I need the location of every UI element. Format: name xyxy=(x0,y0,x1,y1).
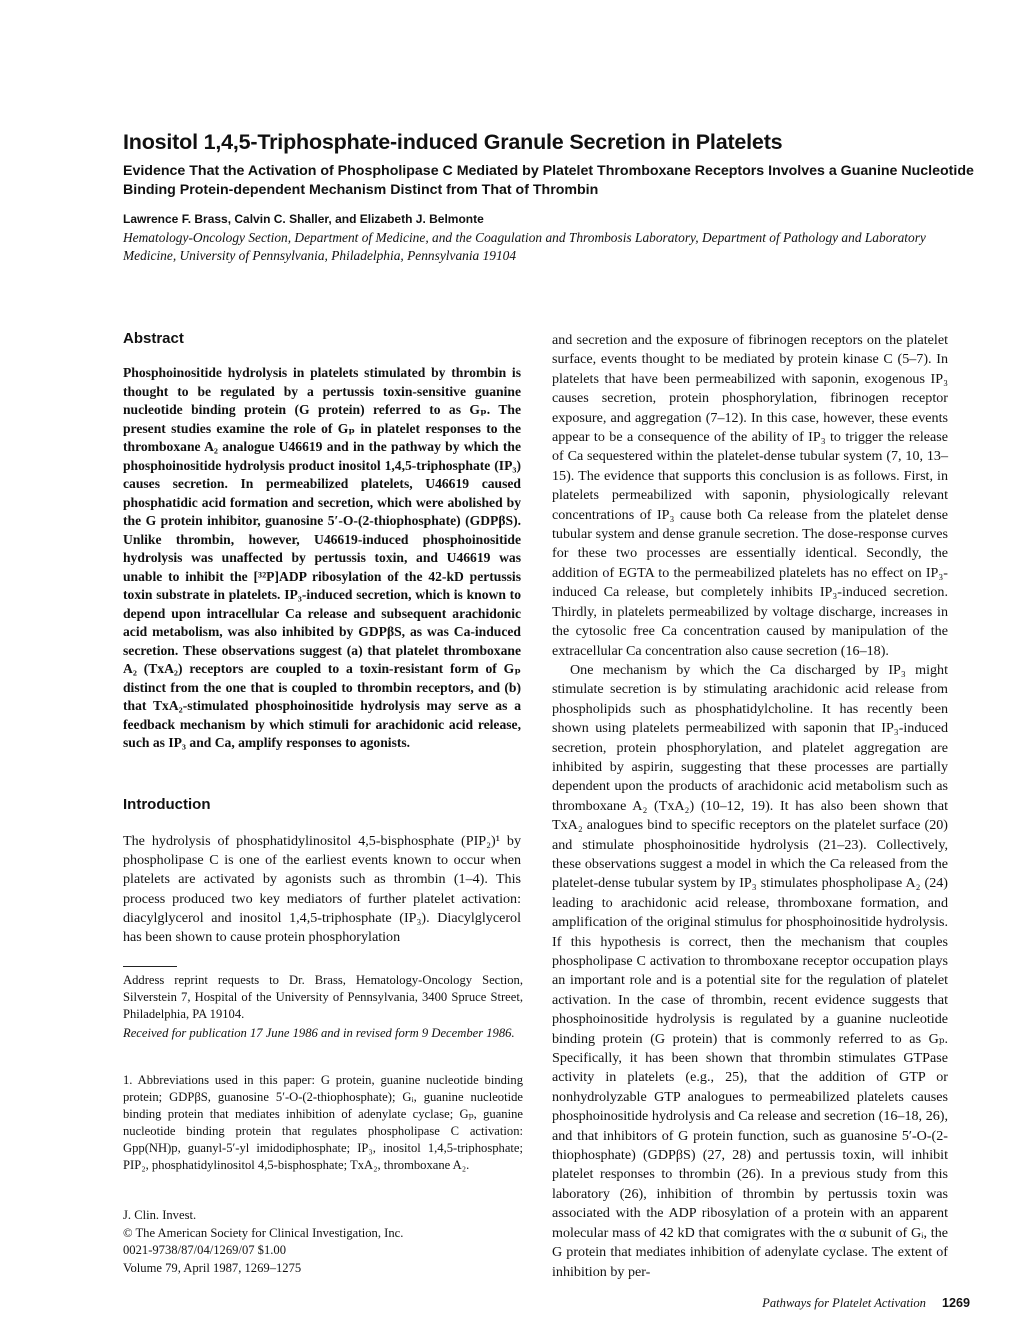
article-code: 0021-9738/87/04/1269/07 $1.00 xyxy=(123,1243,287,1257)
journal-info xyxy=(123,1207,523,1277)
author-affiliation: Hematology-Oncology Section, Department of Medicine, and the Coagulation and Thrombosis Laboratory, Department of Pathology and Laboratory Medicine, University of Pennsylvania, Philadelphia, Pennsylvania 19104 xyxy=(123,230,926,263)
running-title: Pathways for Platelet Activation xyxy=(762,1296,926,1310)
article-subtitle: Evidence That the Activation of Phospholipase C Mediated by Platelet Thromboxane Receptors Involves a Guanine Nucleotide Binding Protein-dependent Mechanism Distinct from That of Thrombin xyxy=(123,163,974,198)
introduction-body: The hydrolysis of phosphatidylinositol 4,5-bisphosphate (PIP₂)¹ by phospholipase C is one of the earliest events known to occur when platelets are activated by agonists such as thrombin (1–4). This process produced two key mediators of further platelet activation: diacylglycerol and inositol 1,4,5-triphosphate (IP₃). Diacylglycerol has been shown to cause protein phosphorylation xyxy=(123,833,521,946)
body-paragraph: and secretion and the exposure of fibrinogen receptors on the platelet surface, events thought to be mediated by protein kinase C (5–7). In platelets that have been permeabilized with saponin, exogenous IP₃ causes secretion, protein phosphorylation, fibrinogen receptor exposure, and aggregation (7–12). In this case, however, these events appear to be a consequence of the ability of IP₃ to trigger the release of Ca sequestered within the platelet-dense tubular system (7, 10, 13–15). The evidence that supports this conclusion is as follows. First, in platelets permeabilized with saponin, physiologically relevant concentrations of IP₃ cause both Ca release from the platelet dense tubular system and dense granule secretion. The dose-response curves for these two processes are essentially identical. Secondly, the addition of EGTA to the permeabilized platelets has no effect on IP₃-induced Ca release, but completely inhibits IP₃-induced secretion. Thirdly, in platelets permeabilized by voltage discharge, increases in the cytosolic free Ca concentration caused by manipulation of the extracellular Ca concentration also cause secretion (16–18). xyxy=(552,332,948,659)
reprint-address-note: Address reprint requests to Dr. Brass, Hematology-Oncology Section, Silverstein 7, Hospital of the University of Pennsylvania, 3400 Spruce Street, Philadelphia, PA 19104. xyxy=(123,973,523,1021)
author-list: Lawrence F. Brass, Calvin C. Shaller, and Elizabeth J. Belmonte xyxy=(123,212,484,226)
page-number: 1269 xyxy=(941,1296,970,1310)
introduction-heading: Introduction xyxy=(123,796,211,813)
copyright-line: © The American Society for Clinical Investigation, Inc. xyxy=(123,1225,404,1240)
page-footer xyxy=(700,1296,970,1311)
journal-name: J. Clin. Invest. xyxy=(123,1208,197,1222)
footnote-divider xyxy=(123,966,177,967)
abbreviations-footnote: 1. Abbreviations used in this paper: G protein, guanine nucleotide binding protein; GDPβS, guanosine 5′-O-(2-thiophosphate); Gᵢ, guanine nucleotide binding protein that mediates inhibition of adenylate cyclase; Gₚ, guanine nucleotide binding protein that regulates phospholipase C activation: Gpp(NH)p, guanyl-5′-yl imidodiphosphate; IP₃, inositol 1,4,5-triphosphate; PIP₂, phosphatidylinositol 4,5-bisphosphate; TxA₂, thromboxane A₂. xyxy=(123,1073,523,1172)
received-date-note: Received for publication 17 June 1986 and in revised form 9 December 1986. xyxy=(123,1026,515,1040)
article-title: Inositol 1,4,5-Triphosphate-induced Granule Secretion in Platelets xyxy=(123,130,783,154)
abstract-body: Phosphoinositide hydrolysis in platelets stimulated by thrombin is thought to be regulated by a pertussis toxin-sensitive guanine nucleotide binding protein (G protein) referred to as Gₚ. The present studies examine the role of Gₚ in platelet responses to the thromboxane A₂ analogue U46619 and in the pathway by which the phosphoinositide hydrolysis product inositol 1,4,5-triphosphate (IP₃) causes secretion. In permeabilized platelets, U46619 caused phosphatidic acid formation and secretion, which were abolished by the G protein inhibitor, guanosine 5′-O-(2-thiophosphate) (GDPβS). Unlike thrombin, however, U46619-induced phosphoinositide hydrolysis was unaffected by pertussis toxin, and U46619 was unable to inhibit the [³²P]ADP ribosylation of the 42-kD pertussis toxin substrate in platelets. IP₃-induced secretion, which is known to depend upon intracellular Ca release and subsequent arachidonic acid metabolism, was also inhibited by GDPβS, as was Ca-induced secretion. These observations suggest (a) that platelet thromboxane A₂ (TxA₂) receptors are coupled to a toxin-resistant form of Gₚ distinct from the one that is coupled to thrombin receptors, and (b) that TxA₂-stimulated phosphoinositide hydrolysis may serve as a feedback mechanism by which stimuli for arachidonic acid release, such as IP₃ and Ca, amplify responses to agonists. xyxy=(123,365,521,750)
right-column-text xyxy=(552,331,948,1282)
volume-line: Volume 79, April 1987, 1269–1275 xyxy=(123,1260,302,1275)
abstract-heading: Abstract xyxy=(123,330,184,347)
body-paragraph: One mechanism by which the Ca discharged by IP₃ might stimulate secretion is by stimulating arachidonic acid release from phospholipids such as phosphatidylcholine. It has recently been shown using platelets permeabilized with saponin that IP₃-induced secretion, protein phosphorylation, and platelet aggregation are inhibited by aspirin, suggesting that these processes are partially dependent upon the products of arachidonic acid metabolism such as thromboxane A₂ (TxA₂) (10–12, 19). It has also been shown that TxA₂ analogues bind to specific receptors on the platelet surface (20) and stimulate phosphoinositide hydrolysis (21–23). Collectively, these observations suggest a model in which the Ca released from the platelet-dense tubular system by IP₃ stimulates phospholipase A₂ (24) leading to arachidonic acid release, thromboxane formation, and amplification of the original stimulus for phosphoinositide hydrolysis. If this hypothesis is correct, then the mechanism that couples phospholipase C activation to thromboxane receptor occupation plays an important role and is a potential site for the regulation of platelet activation. In the case of thrombin, recent evidence suggests that phosphoinositide hydrolysis is regulated by a guanine nucleotide binding protein (G protein) that is commonly referred to as Gₚ. Specifically, it has been shown that thrombin stimulates GTPase activity in platelets (e.g., 25), that the addition of GTP or nonhydrolyzable GTP analogues to permeabilized platelets causes phosphoinositide hydrolysis and Ca release and secretion (16–18, 26), and that inhibitors of G protein function, such as guanosine 5′-O-(2-thiophosphate) (GDPβS) (27, 28) and pertussis toxin, will inhibit platelet responses to thrombin (26). In a previous study from this laboratory (26), inhibition of thrombin by pertussis toxin was associated with the ADP ribosylation of a protein with an apparent molecular mass of 42 kD that comigrates with the α subunit of Gᵢ, the G protein that mediates inhibition of adenylate cyclase. The extent of inhibition by per- xyxy=(552,661,948,1280)
